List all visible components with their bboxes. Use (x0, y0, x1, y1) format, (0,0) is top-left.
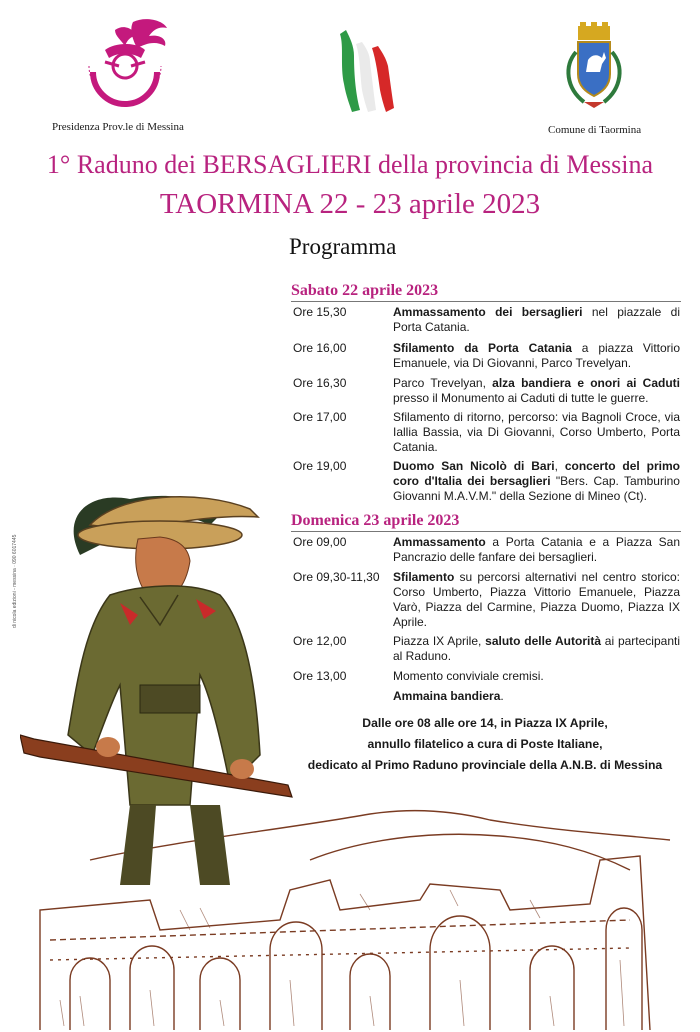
day2-divider (291, 531, 681, 532)
anb-logo (75, 14, 175, 114)
event-desc: Sfilamento di ritorno, percorso: via Bagnoli Croce, via Iallia Bassia, via Di Giovanni, Corso Umberto, Porta Catania. (393, 410, 680, 454)
event-title: 1° Raduno dei BERSAGLIERI della provincia di Messina (46, 150, 654, 179)
event-time: Ore 12,00 (293, 634, 347, 648)
left-caption: Presidenza Prov.le di Messina (52, 121, 184, 133)
event-desc: Ammassamento dei bersaglieri nel piazzale di Porta Catania. (393, 305, 681, 334)
italian-flag-brush (330, 26, 400, 116)
event-desc: Duomo San Nicolò di Bari, concerto del primo coro d'Italia dei bersaglieri "Bers. Cap. Tamburino Giovanni M.A.V.M." della Sezione di Mineo (Ct). (393, 459, 680, 503)
day1-divider (291, 301, 681, 302)
side-credit: di nicola edizioni - messina · 090 6017445 (12, 534, 18, 628)
event-desc: Momento conviviale cremisi. (393, 669, 544, 683)
right-caption: Comune di Taormina (548, 124, 642, 136)
program-heading: Programma (289, 234, 397, 259)
note-line: Dalle ore 08 alle ore 14, in Piazza IX Aprile, (362, 716, 608, 730)
day1-heading: Sabato 22 aprile 2023 (291, 282, 439, 299)
day2-heading: Domenica 23 aprile 2023 (291, 512, 460, 529)
event-time: Ore 16,00 (293, 341, 347, 355)
event-desc: Sfilamento da Porta Catania a piazza Vittorio Emanuele, via Di Giovanni, Parco Trevelyan. (393, 341, 680, 370)
event-time: Ore 09,00 (293, 535, 347, 549)
event-desc: Piazza IX Aprile, saluto delle Autorità ai partecipanti al Raduno. (393, 634, 680, 663)
event-time: Ore 15,30 (293, 305, 347, 319)
event-time: Ore 19,00 (293, 459, 347, 473)
event-place-date: TAORMINA 22 - 23 aprile 2023 (159, 188, 541, 220)
event-desc: Parco Trevelyan, alza bandiera e onori ai Caduti presso il Monumento ai Caduti di tutte le guerre. (393, 376, 681, 405)
event-time: Ore 09,30-11,30 (293, 570, 380, 584)
event-desc: Ammassamento a Porta Catania e a Piazza San Pancrazio delle fanfare dei bersaglieri. (393, 535, 680, 564)
event-desc: Sfilamento su percorsi alternativi nel centro storico: Corso Umberto, Piazza Vittorio Emanuele, Piazza Varò, Piazza del Carmine, Piazza Duomo, Piazza IX Aprile. (393, 570, 680, 629)
bersagliere-illustration (20, 485, 300, 885)
event-desc: Ammaina bandiera. (393, 689, 504, 703)
taormina-crest (558, 22, 630, 118)
note-line: dedicato al Primo Raduno provinciale della A.N.B. di Messina (307, 758, 663, 772)
event-time: Ore 13,00 (293, 669, 347, 683)
note-line: annullo filatelico a cura di Poste Italiane, (367, 737, 603, 751)
event-time: Ore 17,00 (293, 410, 347, 424)
philatelic-note (280, 713, 690, 776)
event-time: Ore 16,30 (293, 376, 347, 390)
